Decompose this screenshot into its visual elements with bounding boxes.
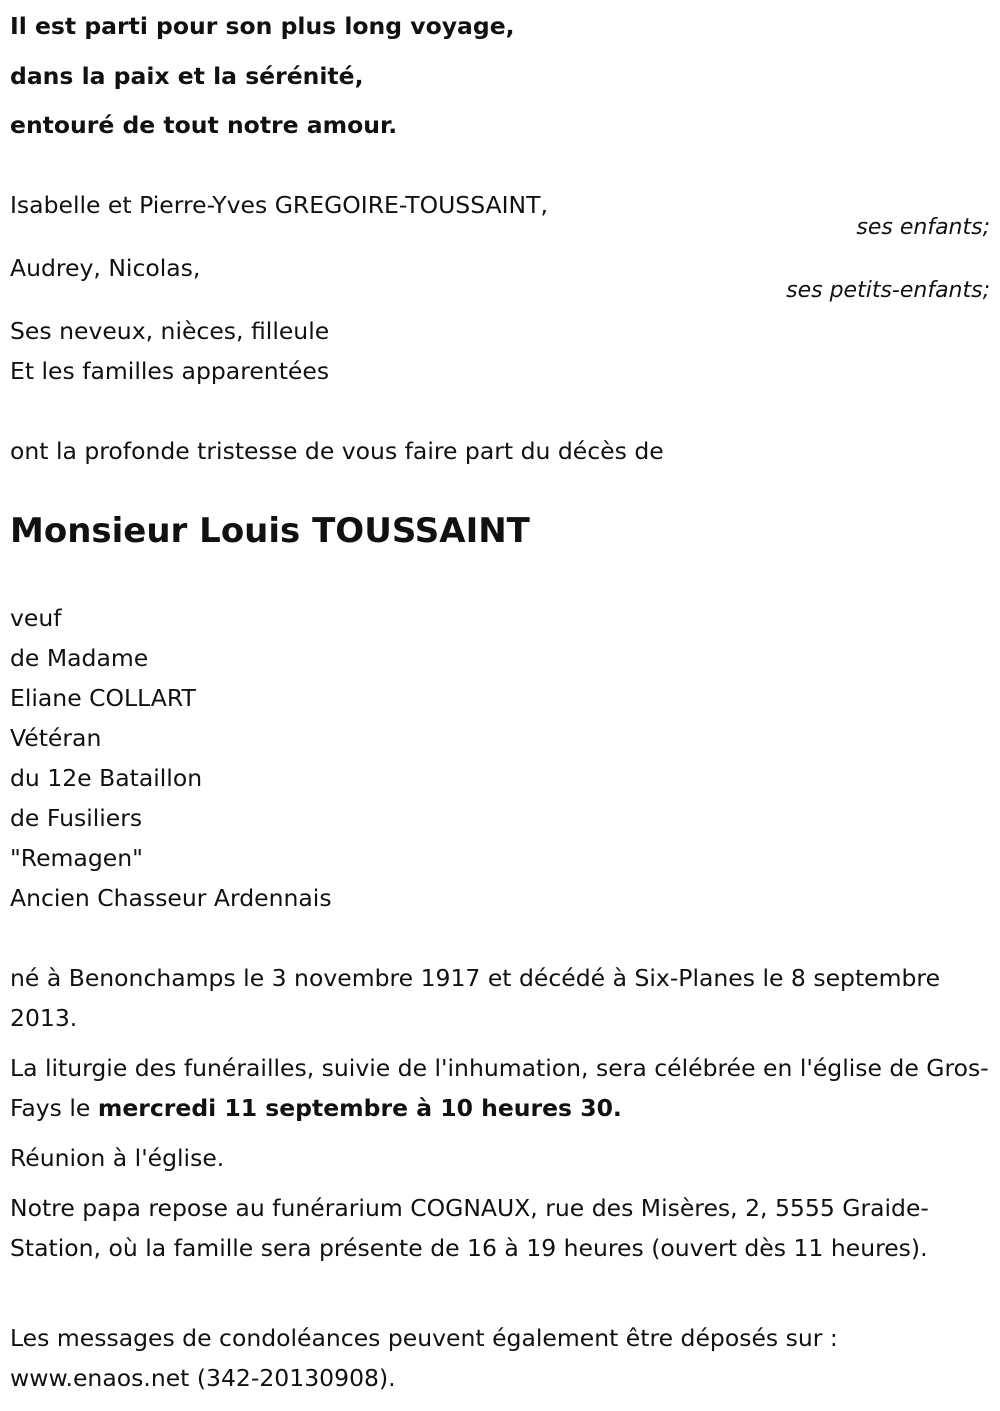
deceased-name: Monsieur Louis TOUSSAINT [10, 511, 530, 551]
announcement-text: ont la profonde tristesse de vous faire part du décès de [10, 437, 664, 465]
children-role: ses enfants; [856, 215, 990, 240]
relatives-line-1: Ses neveux, nièces, filleule [10, 317, 330, 345]
grandchildren-role: ses petits-enfants; [786, 278, 990, 303]
birth-death-paragraph: né à Benonchamps le 3 novembre 1917 et décédé à Six-Planes le 8 septembre 2013. [10, 964, 941, 1032]
intro-line-2: dans la paix et la sérénité, [10, 62, 364, 90]
detail-line: Eliane COLLART [10, 684, 196, 712]
detail-line: du 12e Bataillon [10, 764, 203, 792]
detail-line: veuf [10, 604, 62, 632]
intro-line-1: Il est parti pour son plus long voyage, [10, 12, 515, 40]
liturgy-paragraph [10, 1048, 990, 1128]
condolences-paragraph: Les messages de condoléances peuvent également être déposés sur : www.enaos.net (342-20130908). [10, 1324, 838, 1392]
liturgy-date: mercredi 11 septembre à 10 heures 30. [97, 1094, 622, 1122]
detail-line: "Remagen" [10, 844, 143, 872]
children-names: Isabelle et Pierre-Yves GREGOIRE-TOUSSAINT, [10, 191, 548, 219]
funerarium-paragraph: Notre papa repose au funérarium COGNAUX, rue des Misères, 2, 5555 Graide-Station, où la famille sera présente de 16 à 19 heures (ouvert dès 11 heures). [10, 1194, 929, 1262]
detail-line: de Fusiliers [10, 804, 143, 832]
liturgy-text: La liturgie des funérailles, suivie de l'inhumation, sera célébrée en l'église de Gros-Fays le [10, 1054, 989, 1122]
meeting-paragraph: Réunion à l'église. [10, 1144, 225, 1172]
detail-line: Vétéran [10, 724, 102, 752]
intro-line-3: entouré de tout notre amour. [10, 111, 398, 139]
detail-line: Ancien Chasseur Ardennais [10, 884, 332, 912]
relatives-line-2: Et les familles apparentées [10, 357, 330, 385]
grandchildren-names: Audrey, Nicolas, [10, 254, 201, 282]
detail-line: de Madame [10, 644, 149, 672]
